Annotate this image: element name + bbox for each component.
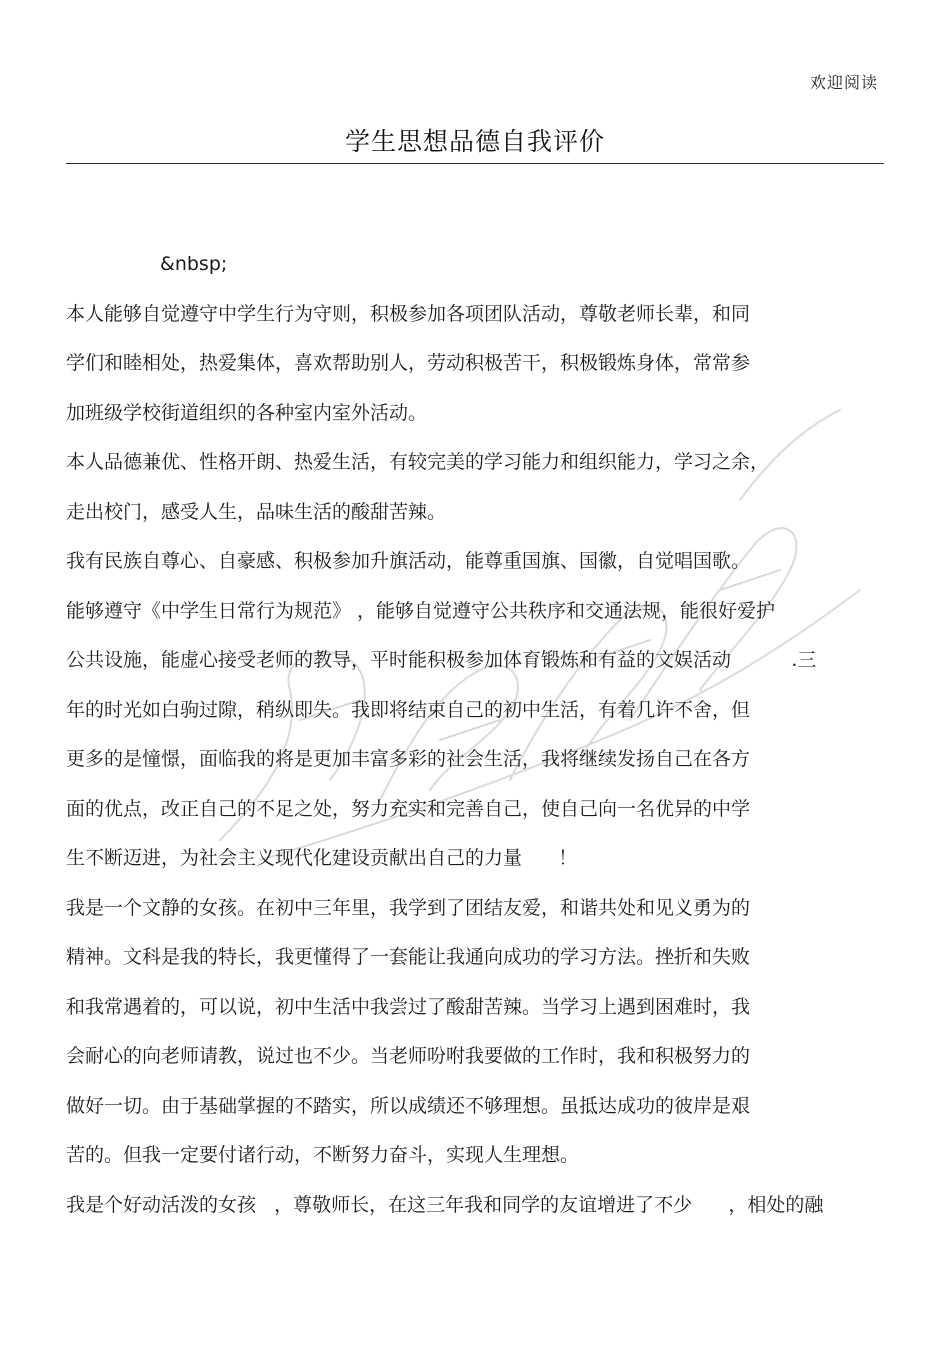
document-title: 学生思想品德自我评价 xyxy=(344,127,605,156)
document-body xyxy=(66,240,886,1230)
body-line: 精神。文科是我的特长，我更懂得了一套能让我通向成功的学习方法。挫折和失败 xyxy=(66,946,751,968)
body-line: 会耐心的向老师请教，说过也不少。当老师吩咐我要做的工作时，我和积极努力的 xyxy=(66,1045,751,1067)
body-line: 我是一个文静的女孩。在初中三年里，我学到了团结友爱，和谐共处和见义勇为的 xyxy=(66,896,751,919)
body-line: 我是个好动活泼的女孩 ，尊敬师长，在这三年我和同学的友谊增进了不少 ，相处的融 xyxy=(66,1193,824,1216)
body-line: 学们和睦相处，热爱集体，喜欢帮助别人，劳动积极苦干，积极锻炼身体，常常参 xyxy=(66,352,751,374)
body-line: 加班级学校街道组织的各种室内室外活动。 xyxy=(66,401,428,424)
body-line: 生不断迈进，为社会主义现代化建设贡献出自己的力量 ！ xyxy=(66,847,578,869)
body-line: 年的时光如白驹过隙，稍纵即失。我即将结束自己的初中生活，有着几许不舍，但 xyxy=(66,698,751,721)
body-line: 走出校门，感受人生，品味生活的酸甜苦辣。 xyxy=(66,500,447,523)
body-line: 更多的是憧憬，面临我的将是更加丰富多彩的社会生活，我将继续发扬自己在各方 xyxy=(66,748,751,770)
body-line: 苦的。但我一定要付诸行动，不断努力奋斗，实现人生理想。 xyxy=(66,1144,580,1166)
header-note: 欢迎阅读 xyxy=(809,73,878,92)
body-line: 公共设施，能虚心接受老师的教导，平时能积极参加体育锻炼和有益的文娱活动 .三 xyxy=(66,649,817,671)
body-line: 和我常遇着的，可以说，初中生活中我尝过了酸甜苦辣。当学习上遇到困难时，我 xyxy=(66,995,751,1018)
body-line: 本人能够自觉遵守中学生行为守则，积极参加各项团队活动，尊敬老师长辈，和同 xyxy=(66,302,751,325)
body-line: 能够遵守《中学生日常行为规范》 ，能够自觉遵守公共秩序和交通法规，能很好爱护 xyxy=(66,599,776,622)
title-divider xyxy=(66,163,884,164)
body-line: 面的优点，改正自己的不足之处，努力充实和完善自己，使自己向一名优异的中学 xyxy=(66,797,751,820)
body-line: &nbsp; xyxy=(160,253,228,275)
body-line: 我有民族自尊心、自豪感、积极参加升旗活动，能尊重国旗、国徽，自觉唱国歌。 xyxy=(66,550,751,572)
body-line: 做好一切。由于基础掌握的不踏实，所以成绩还不够理想。虽抵达成功的彼岸是艰 xyxy=(66,1094,751,1117)
body-line: 本人品德兼优、性格开朗、热爱生活，有较完美的学习能力和组织能力，学习之余， xyxy=(66,451,770,473)
